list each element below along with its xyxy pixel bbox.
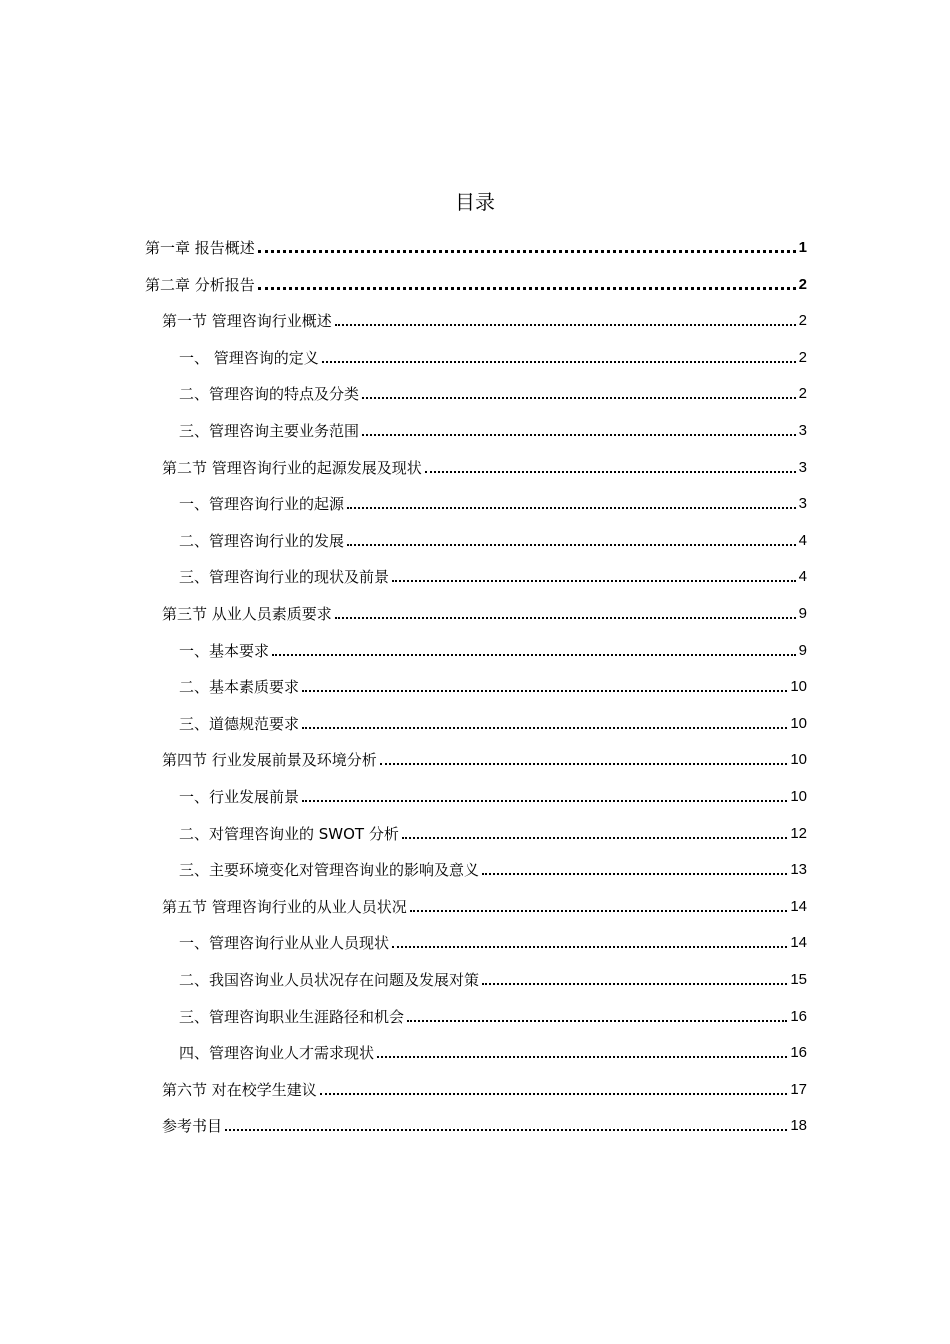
toc-dot-leader [362,434,796,436]
toc-dot-leader [410,910,788,912]
toc-entry[interactable] [162,746,807,770]
toc-entry-label: 三、管理咨询主要业务范围 [179,422,360,440]
toc-entry[interactable] [179,820,807,844]
toc-entry-page-number: 15 [790,971,807,988]
toc-entry-page-number: 16 [790,1044,807,1062]
toc-entry-page-number: 2 [798,348,807,366]
toc-entry-page-number: 1 [798,239,807,256]
toc-entry-page-number: 2 [798,312,807,330]
toc-entry-label: 二、对管理咨询业的 SWOT 分析 [179,824,399,843]
toc-dot-leader [380,763,788,765]
toc-dot-leader [482,983,787,985]
toc-entry-page-number: 13 [790,861,807,879]
toc-entry-label: 二、基本素质要求 [179,678,300,697]
toc-entry[interactable] [179,380,807,404]
toc-entry-label: 参考书目 [162,1117,223,1136]
toc-entry-page-number: 3 [798,422,807,439]
toc-dot-leader [272,654,796,656]
toc-dot-leader [258,287,796,290]
toc-entry-label: 二、管理咨询的特点及分类 [179,385,360,404]
toc-dot-leader [335,324,796,326]
toc-entry-label: 第五节 管理咨询行业的从业人员状况 [162,897,407,916]
toc-entry[interactable] [179,929,807,953]
toc-dot-leader [362,397,796,399]
toc-entry-label: 第一章 报告概述 [145,239,255,257]
toc-entry-page-number: 12 [790,824,807,842]
toc-entry-label: 二、我国咨询业人员状况存在问题及发展对策 [179,971,480,989]
toc-entry-page-number: 18 [790,1117,807,1135]
toc-entry[interactable] [162,1076,807,1100]
toc-entry[interactable] [145,271,807,295]
toc-entry[interactable] [162,307,807,331]
toc-entry-page-number: 9 [798,641,807,659]
toc-dot-leader [225,1129,787,1131]
toc-dot-leader [392,580,796,582]
toc-entry[interactable] [162,600,807,624]
toc-entry-page-number: 2 [798,385,807,403]
toc-entry-label: 第四节 行业发展前景及环境分析 [162,751,377,770]
toc-entry-label: 第一节 管理咨询行业概述 [162,312,332,331]
toc-entry[interactable] [179,490,807,514]
toc-entry[interactable] [179,1039,807,1063]
toc-entry-page-number: 10 [790,788,807,805]
toc-entry-label: 四、管理咨询业人才需求现状 [179,1044,375,1063]
toc-entry-page-number: 10 [790,751,807,769]
toc-entry[interactable] [179,673,807,697]
toc-entry-page-number: 14 [790,934,807,952]
toc-entry-label: 三、道德规范要求 [179,714,300,733]
toc-entry[interactable] [162,1112,807,1136]
toc-entry-page-number: 4 [798,531,807,549]
toc-dot-leader [322,361,796,363]
toc-dot-leader [482,873,787,875]
toc-dot-leader [302,690,787,692]
toc-entry-page-number: 17 [790,1080,807,1098]
toc-dot-leader [335,617,796,619]
toc-entry-label: 一、基本要求 [179,641,270,660]
toc-dot-leader [347,544,796,546]
toc-entry-label: 一、管理咨询行业的起源 [179,495,345,514]
toc-entry-label: 第三节 从业人员素质要求 [162,605,332,623]
toc-entry-label: 二、管理咨询行业的发展 [179,531,345,550]
toc-dot-leader [320,1093,788,1095]
toc-entry[interactable] [162,893,807,917]
toc-entry-label: 三、管理咨询行业的现状及前景 [179,568,390,587]
toc-entry-page-number: 10 [790,678,807,696]
toc-entry[interactable] [179,1003,807,1027]
toc-entry[interactable] [162,454,807,478]
toc-entry-page-number: 16 [790,1007,807,1025]
toc-entry-label: 一、 管理咨询的定义 [179,348,319,367]
toc-entry[interactable] [179,417,807,441]
toc-entry-label: 第六节 对在校学生建议 [162,1080,317,1099]
toc-entry-page-number: 4 [798,568,807,586]
toc-entry[interactable] [179,527,807,551]
toc-entry-label: 三、主要环境变化对管理咨询业的影响及意义 [179,861,480,880]
toc-dot-leader [425,471,796,473]
toc-dot-leader [392,946,787,948]
toc-entry-label: 第二节 管理咨询行业的起源发展及现状 [162,458,422,477]
toc-entry-page-number: 9 [798,605,807,622]
toc-entry-label: 一、管理咨询行业从业人员现状 [179,934,390,953]
toc-dot-leader [302,800,787,802]
toc-entry-label: 一、行业发展前景 [179,788,300,806]
toc-entry-label: 第二章 分析报告 [145,275,255,294]
toc-dot-leader [302,727,787,729]
toc-dot-leader [402,837,787,839]
toc-entry[interactable] [179,856,807,880]
toc-entry[interactable] [179,710,807,734]
toc-dot-leader [347,507,796,509]
toc-entry[interactable] [179,783,807,807]
toc-entry[interactable] [145,234,807,258]
toc-entry-page-number: 2 [798,275,807,293]
toc-dot-leader [258,250,796,253]
toc-entry-page-number: 3 [798,458,807,476]
toc-entry[interactable] [179,966,807,990]
toc-entry-label: 三、管理咨询职业生涯路径和机会 [179,1007,405,1026]
toc-dot-leader [407,1020,787,1022]
toc-entry[interactable] [179,563,807,587]
toc-dot-leader [377,1056,787,1058]
toc-entry-page-number: 14 [790,897,807,915]
toc-title: 目录 [455,190,495,214]
toc-entry[interactable] [179,344,807,368]
toc-entry-page-number: 3 [798,495,807,513]
toc-entry[interactable] [179,637,807,661]
toc-entry-page-number: 10 [790,714,807,732]
